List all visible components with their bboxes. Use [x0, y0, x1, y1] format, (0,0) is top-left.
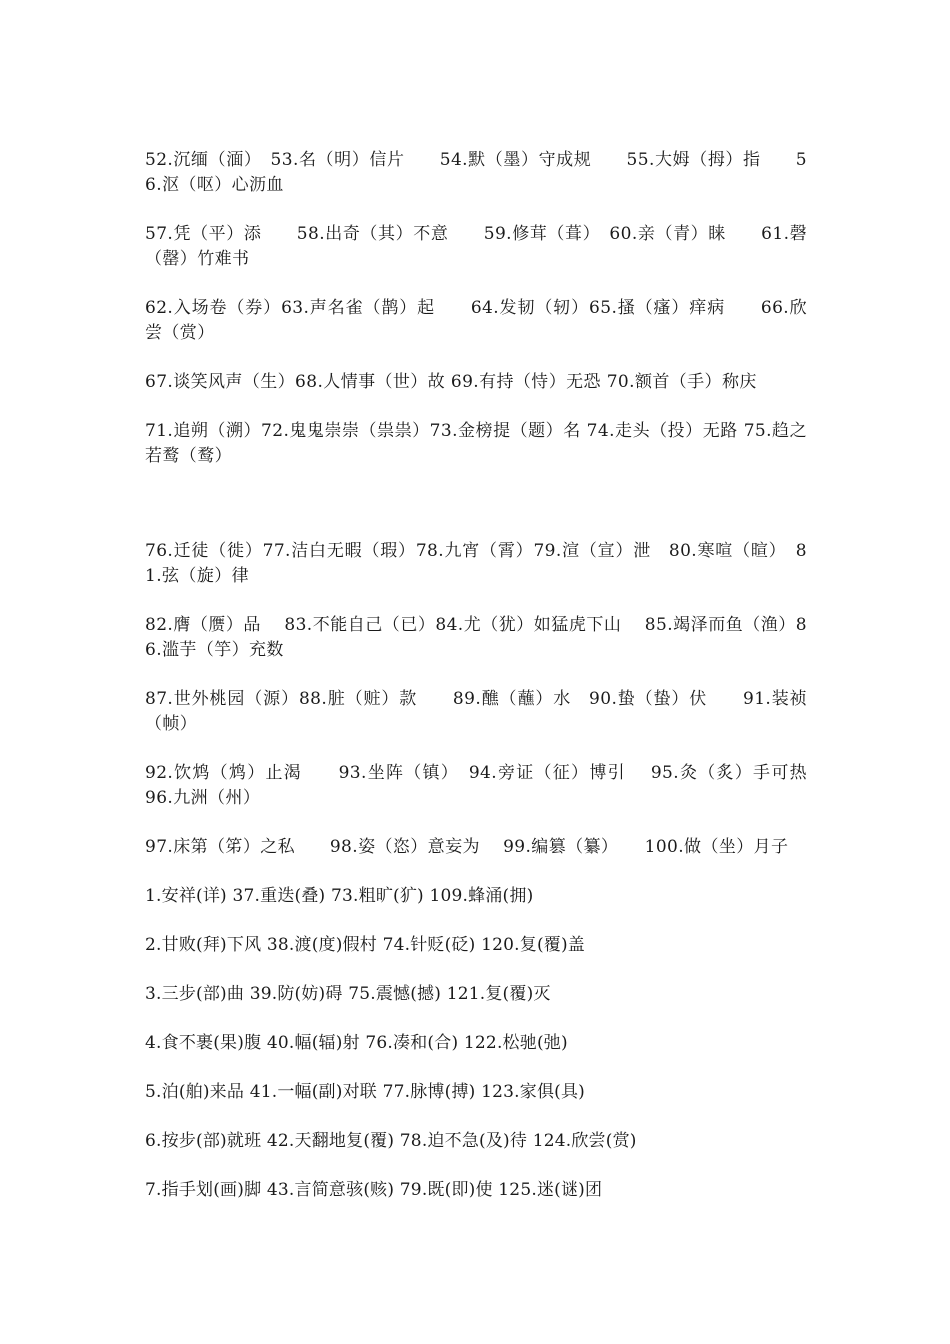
list-line-1: 1.安祥(详) 37.重迭(叠) 73.粗旷(犷) 109.蜂涌(拥) [145, 886, 534, 906]
paragraph-76-81: 76.迁徒（徙）77.洁白无暇（瑕）78.九宵（霄）79.渲（宣）泄 80.寒喧（暄） 81.弦（旋）律 [145, 541, 807, 586]
list-line-3: 3.三步(部)曲 39.防(妨)碍 75.震憾(撼) 121.复(覆)灭 [145, 984, 551, 1004]
list-line-6: 6.按步(部)就班 42.天翻地复(覆) 78.迫不急(及)待 124.欣尝(赏) [145, 1131, 637, 1151]
paragraph-87-91: 87.世外桃园（源）88.脏（赃）款 89.醮（蘸）水 90.蛰（蛰）伏 91.装祯（帧） [145, 689, 807, 734]
paragraph-67-70: 67.谈笑风声（生）68.人情事（世）故 69.有持（恃）无恐 70.额首（手）称庆 [145, 372, 757, 392]
paragraph-82-86: 82.膺（赝）品 83.不能自己（已）84.尤（犹）如猛虎下山 85.竭泽而鱼（渔）86.滥芋（竽）充数 [145, 615, 807, 660]
paragraph-71-75: 71.追朔（溯）72.鬼鬼崇崇（祟祟）73.金榜提（题）名 74.走头（投）无路 75.趋之若鹜（鹜） [145, 421, 807, 466]
list-line-5: 5.泊(舶)来品 41.一幅(副)对联 77.脉博(搏) 123.家俱(具) [145, 1082, 586, 1102]
paragraph-57-61: 57.凭（平）添 58.出奇（其）不意 59.修茸（葺） 60.亲（青）睐 61.磬（罄）竹难书 [145, 224, 807, 269]
document-body [145, 148, 842, 1203]
paragraph-52-56: 52.沉缅（湎） 53.名（明）信片 54.默（墨）守成规 55.大姆（拇）指 56.沤（呕）心沥血 [145, 150, 807, 195]
paragraph-92-96: 92.饮鸩（鸩）止渴 93.坐阵（镇） 94.旁证（征）博引 95.灸（炙）手可热 96.九洲（州） [145, 763, 842, 808]
paragraph-97-100: 97.床第（笫）之私 98.姿（恣）意妄为 99.编篡（纂） 100.做（坐）月子 [145, 837, 789, 857]
list-line-4: 4.食不裹(果)腹 40.幅(辐)射 76.凑和(合) 122.松驰(弛) [145, 1033, 568, 1053]
list-line-7: 7.指手划(画)脚 43.言简意骇(赅) 79.既(即)使 125.迷(谜)团 [145, 1180, 603, 1200]
list-line-2: 2.甘败(拜)下风 38.渡(度)假村 74.针贬(砭) 120.复(覆)盖 [145, 935, 586, 955]
paragraph-62-66: 62.入场卷（券）63.声名雀（鹊）起 64.发韧（轫）65.搔（瘙）痒病 66.欣尝（赏） [145, 298, 807, 343]
